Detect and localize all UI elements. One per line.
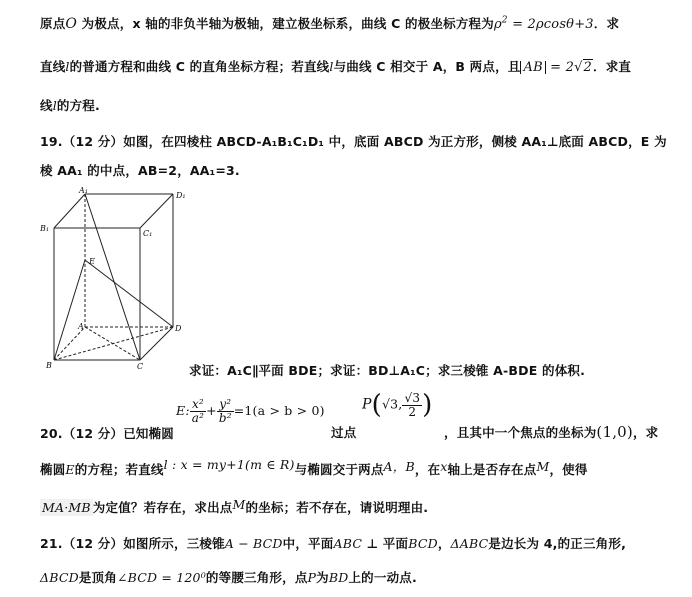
q18-text: ．求直 [593,59,632,74]
q20-line-3 [40,498,428,516]
q20-text: 20.（12 分）已知椭圆 [40,426,174,441]
q20-text: ，且其中一个焦点的坐标为 [444,425,597,440]
q18-text: 的普通方程和曲线 C 的直角坐标方程；若直线 [69,59,330,74]
label-c1: C₁ [143,229,153,238]
ellipse-e: E [65,462,75,477]
q20-pass [331,423,356,441]
q20-text: 的方程；若直线 [74,462,164,477]
q20-point [362,390,433,420]
rho-symbol: ρ [493,17,502,32]
q21-text: 的等腰三角形，点 [205,570,308,585]
sqrt-radicand: 2 [583,60,593,75]
q20-focus [444,423,658,441]
label-e: E [89,257,95,266]
q18-line-2 [40,57,631,75]
q18-text: ．求 [593,16,620,31]
q21-line-2 [40,568,417,586]
point-p: P [362,396,372,413]
ab-eq: = 2 [545,60,575,75]
diag-a1c [85,194,140,360]
edge-d1c1 [140,194,173,228]
q21-text: ⊥ 平面 [362,536,409,551]
plus-sign: + [206,403,217,418]
paren-close: ) [422,390,433,420]
ellipse-name: E: [176,403,190,418]
q21-text: 是边长为 4,的正三角形, [488,536,627,551]
q21-line-1 [40,534,626,552]
q20-line-2 [40,457,588,478]
sqrt-2: √2 [574,60,593,75]
ellipse-eq-tail: =1(a > b > 0) [233,403,325,418]
q20-text: 的坐标；若不存在，请说明理由. [245,500,429,515]
seg-ed [85,260,173,327]
q21-text: 中，平面 [282,536,334,551]
point-p: P [307,570,317,585]
line-l: l [329,59,334,74]
frac-num: x² [190,398,206,412]
point-y-frac [402,392,422,419]
q18-text: 线 [40,98,53,113]
frac-y2-b2 [217,398,234,425]
plane-abc: ABC [333,536,363,551]
edge-a1b1 [54,194,85,228]
triangle-bcd: ΔBCD [40,570,79,585]
q18-text: 的方程. [56,98,100,113]
diag-ac-hidden [85,327,140,360]
q20-ellipse-eq [176,398,325,425]
q21-text: 为 [316,570,329,585]
label-a: A [78,322,84,331]
dot-product: MA·MB [42,500,91,515]
q18-text: 与曲线 C 相交于 A，B 两点，且 [333,59,521,74]
line-l: l [65,59,70,74]
focus-coord: (1,0) [596,423,633,441]
q20-text: 椭圆 [40,462,66,477]
q20-line-1 [40,398,174,441]
q20-text: ，求 [632,425,659,440]
polar-rhs: = 2ρcosθ+3 [507,17,594,32]
q21-text: ， [437,536,451,551]
plane-bcd: BCD [408,536,438,551]
point-x: √3 [381,396,399,412]
seg-eb [54,260,85,360]
angle-bcd: ∠BCD = 120⁰ [116,570,206,585]
q19-text: 棱 AA₁ 的中点，AB=2，AA₁=3. [40,163,240,178]
q18-text: 为极点，x 轴的非负半轴为极轴，建立极坐标系，曲线 C 的极坐标方程为 [77,16,494,31]
frac-den: 2 [408,404,417,419]
points-ab: A，B [383,459,415,474]
comma: , [398,396,403,412]
q20-text: 与椭圆交于两点 [294,462,384,477]
ab-length-equation [520,60,593,75]
label-d: D [175,324,182,333]
q19-prove [189,361,585,379]
triangle-abc: ΔABC [450,536,489,551]
frac-den: a² [191,411,205,425]
squared: 2 [501,15,508,26]
prism-figure [38,186,188,371]
q18-text: 直线 [40,59,66,74]
point-m: M [232,497,246,512]
q19-text: 19.（12 分）如图，在四棱柱 ABCD-A₁B₁C₁D₁ 中，底面 ABCD 为正方形，侧棱 AA₁⊥底面 ABCD，E 为 [40,134,667,149]
frac-num: √3 [404,390,421,405]
q18-text: 原点 [40,16,66,31]
frac-num: y² [217,398,234,412]
tetra-abcd: A − BCD [224,536,283,551]
label-b1: B₁ [40,224,50,233]
q21-text: 上的一动点. [348,570,417,585]
frac-den: b² [218,411,232,425]
q19-prove-text: 求证：A₁C∥平面 BDE；求证：BD⊥A₁C；求三棱锥 A-BDE 的体积. [189,363,586,378]
segment-bd: BD [328,570,349,585]
q20-text: ，使得 [549,462,588,477]
x-axis-var: x [440,459,448,474]
paren-open: ( [371,390,382,420]
label-a1: A₁ [79,186,88,195]
line-l: l [52,98,57,113]
q20-text: ，在 [414,462,441,477]
frac-x2-a2 [190,398,206,425]
polar-equation [494,17,594,32]
line-equation: l : x = my+1(m ∈ R) [163,457,295,472]
q19-line-1 [40,132,667,150]
q20-text: 为定值？若存在，求出点 [92,500,233,515]
label-d1: D₁ [176,191,186,200]
label-b: B [46,361,52,370]
ab-abs: AB [520,61,545,74]
q21-text: 21.（12 分）如图所示，三棱锥 [40,536,225,551]
diag-bd-hidden [54,327,173,360]
q18-line-1 [40,14,619,32]
q20-text: 过点 [331,425,357,440]
label-c: C [137,362,144,371]
point-o: O [65,16,78,32]
q21-text: 是顶角 [78,570,117,585]
q19-line-2 [40,161,240,179]
q20-text: 轴上是否存在点 [447,462,537,477]
point-m: M [536,459,550,474]
q18-line-3 [40,96,100,114]
